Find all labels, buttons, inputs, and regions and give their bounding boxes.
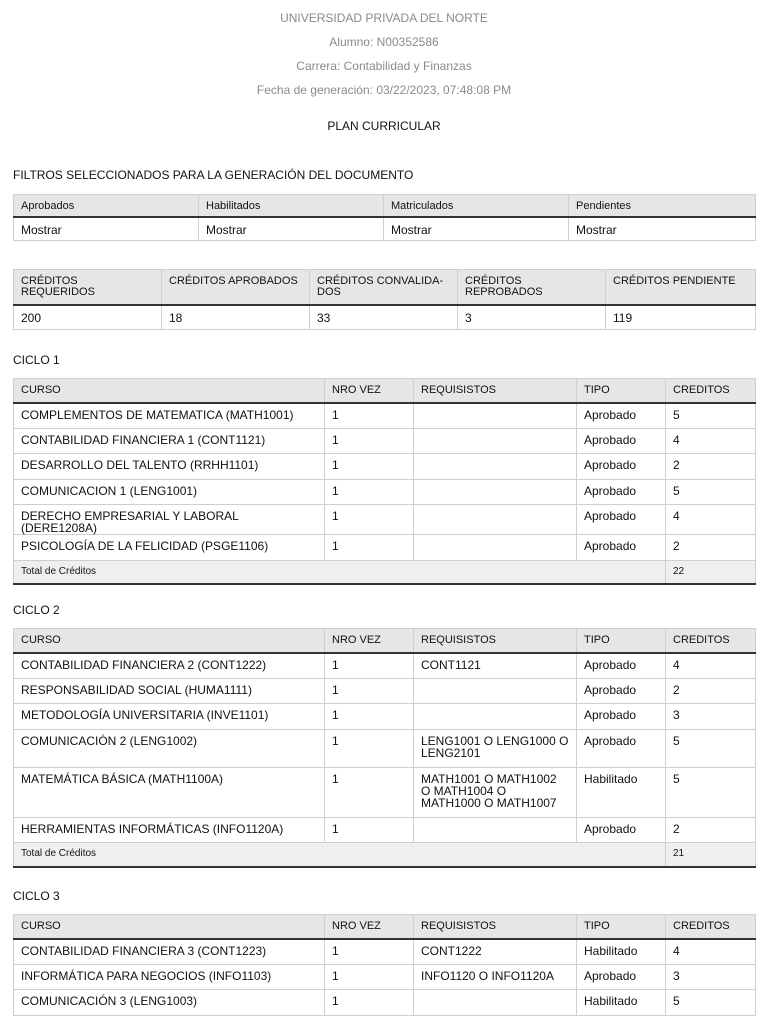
- course-type: Habilitado: [577, 939, 666, 965]
- header-creditos: CREDITOS: [666, 915, 756, 939]
- total-credits-value: 22: [666, 560, 756, 584]
- ciclo-1-title: CICLO 1: [13, 353, 60, 367]
- course-attempt: 1: [325, 403, 414, 429]
- course-attempt: 1: [325, 454, 414, 480]
- course-name: DESARROLLO DEL TALENTO (RRHH1101): [14, 454, 325, 480]
- course-requirements: [414, 505, 577, 535]
- course-name: COMPLEMENTOS DE MATEMATICA (MATH1001): [14, 403, 325, 429]
- ciclo-2-title: CICLO 2: [13, 603, 60, 617]
- credits-summary-table: [13, 269, 756, 330]
- course-name: CONTABILIDAD FINANCIERA 2 (CONT1222): [14, 653, 325, 679]
- header-requisitos: REQUISISTOS: [414, 379, 577, 403]
- header-tipo: TIPO: [577, 629, 666, 653]
- ciclo-3-table: [13, 914, 756, 1016]
- course-requirements: [414, 678, 577, 704]
- course-type: Aprobado: [577, 535, 666, 561]
- course-attempt: 1: [325, 678, 414, 704]
- total-credits-label: Total de Créditos: [14, 843, 666, 867]
- filters-value-row: [14, 217, 756, 241]
- plan-title: PLAN CURRICULAR: [327, 119, 441, 133]
- filters-table: [13, 194, 756, 241]
- filter-header-habilitados: Habilitados: [199, 195, 384, 217]
- course-type: Aprobado: [577, 479, 666, 505]
- course-credits: 2: [666, 535, 756, 561]
- course-type: Habilitado: [577, 767, 666, 817]
- course-credits: 3: [666, 964, 756, 990]
- course-credits: 4: [666, 939, 756, 965]
- total-credits-row: [14, 843, 756, 867]
- course-name: HERRAMIENTAS INFORMÁTICAS (INFO1120A): [14, 817, 325, 843]
- course-row: [14, 990, 756, 1016]
- student-id: Alumno: N00352586: [329, 35, 439, 49]
- course-name: CONTABILIDAD FINANCIERA 3 (CONT1223): [14, 939, 325, 965]
- course-type: Aprobado: [577, 653, 666, 679]
- credits-value-requeridos: 200: [14, 305, 162, 330]
- total-credits-value: 21: [666, 843, 756, 867]
- ciclo-3-title: CICLO 3: [13, 889, 60, 903]
- course-row: [14, 678, 756, 704]
- course-attempt: 1: [325, 704, 414, 730]
- course-attempt: 1: [325, 990, 414, 1016]
- credits-header-row: [14, 270, 756, 305]
- course-name: CONTABILIDAD FINANCIERA 1 (CONT1121): [14, 428, 325, 454]
- course-requirements: [414, 535, 577, 561]
- course-row: [14, 817, 756, 843]
- course-type: Aprobado: [577, 704, 666, 730]
- header-creditos: CREDITOS: [666, 379, 756, 403]
- course-attempt: 1: [325, 939, 414, 965]
- course-type: Aprobado: [577, 678, 666, 704]
- course-name: INFORMÁTICA PARA NEGOCIOS (INFO1103): [14, 964, 325, 990]
- course-name: MATEMÁTICA BÁSICA (MATH1100A): [14, 767, 325, 817]
- career-name: Carrera: Contabilidad y Finanzas: [296, 59, 472, 73]
- header-nro-vez: NRO VEZ: [325, 915, 414, 939]
- course-attempt: 1: [325, 767, 414, 817]
- header-tipo: TIPO: [577, 379, 666, 403]
- filter-value-aprobados: Mostrar: [14, 217, 199, 241]
- filter-value-matriculados: Mostrar: [384, 217, 569, 241]
- course-row: [14, 403, 756, 429]
- course-credits: 4: [666, 428, 756, 454]
- header-curso: CURSO: [14, 629, 325, 653]
- total-credits-row: [14, 560, 756, 584]
- course-requirements: CONT1121: [414, 653, 577, 679]
- course-name: RESPONSABILIDAD SOCIAL (HUMA1111): [14, 678, 325, 704]
- course-name: COMUNICACION 1 (LENG1001): [14, 479, 325, 505]
- university-name: UNIVERSIDAD PRIVADA DEL NORTE: [280, 11, 488, 25]
- course-requirements: [414, 454, 577, 480]
- course-attempt: 1: [325, 428, 414, 454]
- course-row: [14, 653, 756, 679]
- header-nro-vez: NRO VEZ: [325, 629, 414, 653]
- ciclo-1-table: [13, 378, 756, 585]
- course-attempt: 1: [325, 535, 414, 561]
- course-requirements: [414, 428, 577, 454]
- header-curso: CURSO: [14, 915, 325, 939]
- credits-header-requeridos: CRÉDITOS REQUERIDOS: [14, 270, 162, 305]
- course-requirements: [414, 704, 577, 730]
- header-nro-vez: NRO VEZ: [325, 379, 414, 403]
- course-type: Aprobado: [577, 964, 666, 990]
- course-credits: 4: [666, 653, 756, 679]
- course-name: PSICOLOGÍA DE LA FELICIDAD (PSGE1106): [14, 535, 325, 561]
- course-credits: 2: [666, 454, 756, 480]
- filters-title: FILTROS SELECCIONADOS PARA LA GENERACIÓN DEL DOCUMENTO: [13, 168, 414, 182]
- course-requirements: INFO1120 O INFO1120A: [414, 964, 577, 990]
- header-creditos: CREDITOS: [666, 629, 756, 653]
- course-row: [14, 964, 756, 990]
- course-name: METODOLOGÍA UNIVERSITARIA (INVE1101): [14, 704, 325, 730]
- course-type: Aprobado: [577, 403, 666, 429]
- credits-value-reprobados: 3: [458, 305, 606, 330]
- course-row: [14, 767, 756, 817]
- course-credits: 3: [666, 704, 756, 730]
- course-type: Aprobado: [577, 817, 666, 843]
- filter-value-pendientes: Mostrar: [569, 217, 756, 241]
- course-header-row: [14, 915, 756, 939]
- course-header-row: [14, 379, 756, 403]
- ciclo-2-table: [13, 628, 756, 868]
- course-credits: 4: [666, 505, 756, 535]
- header-requisitos: REQUISISTOS: [414, 629, 577, 653]
- course-row: [14, 479, 756, 505]
- course-row: [14, 535, 756, 561]
- course-credits: 2: [666, 817, 756, 843]
- course-attempt: 1: [325, 505, 414, 535]
- generation-date: Fecha de generación: 03/22/2023, 07:48:08 PM: [256, 83, 512, 97]
- filter-value-habilitados: Mostrar: [199, 217, 384, 241]
- course-name: COMUNICACIÓN 2 (LENG1002): [14, 729, 325, 767]
- course-type: Aprobado: [577, 454, 666, 480]
- course-requirements: [414, 817, 577, 843]
- credits-header-convalidados: CRÉDITOS CONVALIDA-DOS: [310, 270, 458, 305]
- course-credits: 5: [666, 729, 756, 767]
- credits-value-pendiente: 119: [606, 305, 756, 330]
- course-name: DERECHO EMPRESARIAL Y LABORAL (DERE1208A): [14, 505, 325, 535]
- header-curso: CURSO: [14, 379, 325, 403]
- course-attempt: 1: [325, 964, 414, 990]
- course-type: Aprobado: [577, 428, 666, 454]
- credits-value-aprobados: 18: [162, 305, 310, 330]
- course-row: [14, 505, 756, 535]
- course-requirements: MATH1001 O MATH1002 O MATH1004 O MATH1000 O MATH1007: [414, 767, 577, 817]
- course-requirements: CONT1222: [414, 939, 577, 965]
- course-requirements: [414, 990, 577, 1016]
- filter-header-aprobados: Aprobados: [14, 195, 199, 217]
- course-attempt: 1: [325, 817, 414, 843]
- filter-header-matriculados: Matriculados: [384, 195, 569, 217]
- course-requirements: [414, 403, 577, 429]
- course-attempt: 1: [325, 479, 414, 505]
- course-type: Aprobado: [577, 729, 666, 767]
- course-header-row: [14, 629, 756, 653]
- credits-header-aprobados: CRÉDITOS APROBADOS: [162, 270, 310, 305]
- filter-header-pendientes: Pendientes: [569, 195, 756, 217]
- credits-value-convalidados: 33: [310, 305, 458, 330]
- course-row: [14, 939, 756, 965]
- course-row: [14, 704, 756, 730]
- credits-value-row: [14, 305, 756, 330]
- course-attempt: 1: [325, 729, 414, 767]
- course-credits: 2: [666, 678, 756, 704]
- course-attempt: 1: [325, 653, 414, 679]
- course-credits: 5: [666, 403, 756, 429]
- course-row: [14, 454, 756, 480]
- course-requirements: LENG1001 O LENG1000 O LENG2101: [414, 729, 577, 767]
- course-row: [14, 428, 756, 454]
- header-requisitos: REQUISISTOS: [414, 915, 577, 939]
- credits-header-pendiente: CRÉDITOS PENDIENTE: [606, 270, 756, 305]
- course-name: COMUNICACIÓN 3 (LENG1003): [14, 990, 325, 1016]
- course-type: Habilitado: [577, 990, 666, 1016]
- course-type: Aprobado: [577, 505, 666, 535]
- course-requirements: [414, 479, 577, 505]
- course-credits: 5: [666, 479, 756, 505]
- credits-header-reprobados: CRÉDITOS REPROBADOS: [458, 270, 606, 305]
- course-row: [14, 729, 756, 767]
- course-credits: 5: [666, 990, 756, 1016]
- total-credits-label: Total de Créditos: [14, 560, 666, 584]
- filters-header-row: [14, 195, 756, 217]
- header-tipo: TIPO: [577, 915, 666, 939]
- course-credits: 5: [666, 767, 756, 817]
